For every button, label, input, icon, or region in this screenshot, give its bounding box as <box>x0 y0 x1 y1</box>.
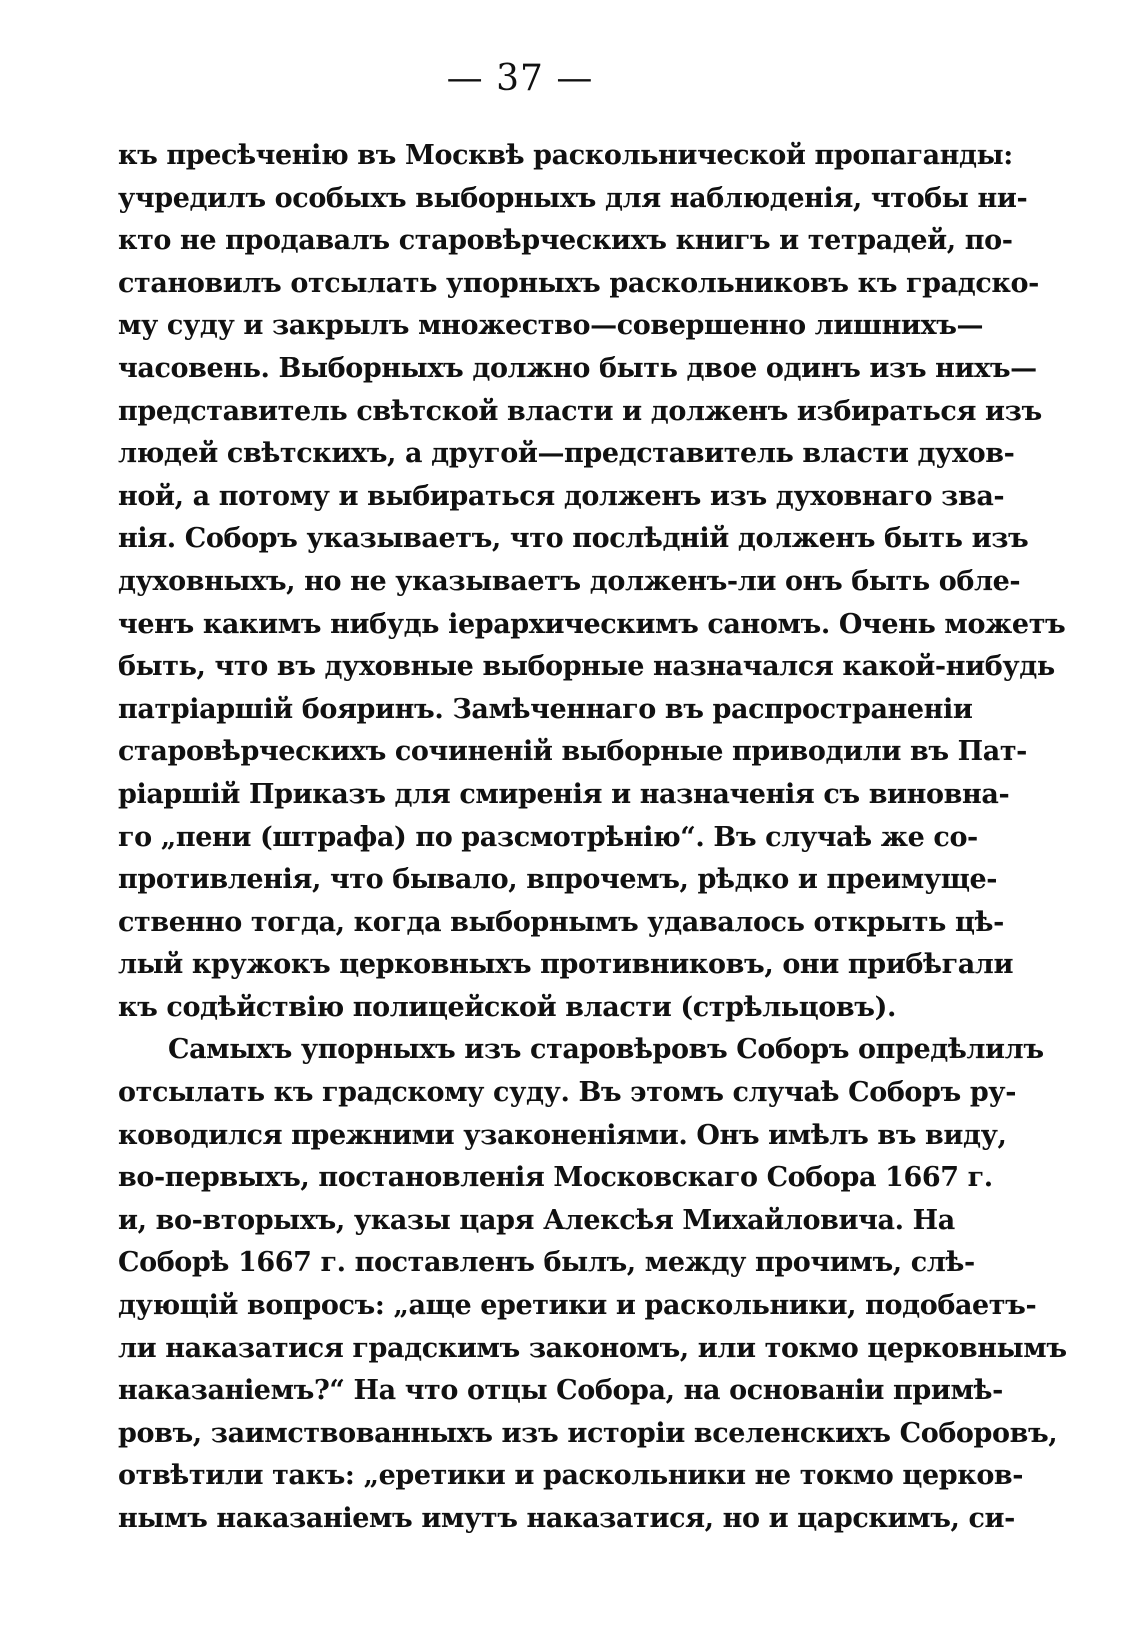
text-line: Соборѣ 1667 г. поставленъ былъ, между прочимъ, слѣ- <box>118 1247 975 1279</box>
page-text <box>118 135 1067 1541</box>
text-line: патріаршій бояринъ. Замѣченнаго въ распространеніи <box>118 693 973 725</box>
text-line: го „пени (штрафа) по разсмотрѣнію“. Въ случаѣ же со- <box>118 821 978 853</box>
text-line: къ пресѣченію въ Москвѣ раскольнической пропаганды: <box>118 140 1013 171</box>
page-number: — 37 — <box>446 58 594 99</box>
text-line: духовныхъ, но не указываетъ долженъ-ли онъ быть обле- <box>118 565 1021 597</box>
text-line: учредилъ особыхъ выборныхъ для наблюденія, чтобы ни- <box>118 182 1028 214</box>
text-line: нія. Соборъ указываетъ, что послѣдній долженъ быть изъ <box>118 523 1029 555</box>
text-line: быть, что въ духовные выборные назначался какой-нибудь <box>118 651 1055 683</box>
text-line: кто не продавалъ старовѣрческихъ книгъ и тетрадей, по- <box>118 225 1013 257</box>
paragraph <box>118 1029 1067 1540</box>
text-line: отвѣтили такъ: „еретики и раскольники не токмо церков- <box>118 1460 1024 1492</box>
text-line: къ содѣйствію полицейской власти (стрѣльцовъ). <box>118 991 896 1023</box>
text-line: ководился прежними узаконеніями. Онъ имѣлъ въ виду, <box>118 1119 1007 1151</box>
text-line: му суду и закрылъ множество—совершенно лишнихъ— <box>118 310 984 342</box>
text-line: дующій вопросъ: „аще еретики и раскольники, подобаетъ- <box>118 1290 1037 1322</box>
text-line: становилъ отсылать упорныхъ раскольниковъ къ градско- <box>118 267 1039 299</box>
text-line: ченъ какимъ нибудь іерархическимъ саномъ. Очень можетъ <box>118 608 1066 640</box>
text-line: людей свѣтскихъ, а другой—представитель власти духов- <box>118 438 1015 470</box>
text-line: ровъ, заимствованныхъ изъ исторіи вселенскихъ Соборовъ, <box>118 1417 1058 1449</box>
text-line: представитель свѣтской власти и долженъ избираться изъ <box>118 395 1042 427</box>
text-line: ли наказатися градскимъ закономъ, или токмо церковнымъ <box>118 1332 1067 1364</box>
text-line: часовень. Выборныхъ должно быть двое одинъ изъ нихъ— <box>118 352 1037 384</box>
paragraph <box>118 135 1066 1029</box>
text-line: противленія, что бывало, впрочемъ, рѣдко и преимуще- <box>118 864 998 896</box>
text-line: нымъ наказаніемъ имутъ наказатися, но и царскимъ, си- <box>118 1503 1015 1534</box>
text-line: старовѣрческихъ сочиненій выборные приводили въ Пат- <box>118 736 1027 768</box>
text-line: наказаніемъ?“ На что отцы Собора, на основаніи примѣ- <box>118 1375 1003 1407</box>
text-line: Самыхъ упорныхъ изъ старовѣровъ Соборъ опредѣлилъ <box>168 1034 1044 1066</box>
text-line: отсылать къ градскому суду. Въ этомъ случаѣ Соборъ ру- <box>118 1077 1016 1109</box>
text-line: и, во-вторыхъ, указы царя Алексѣя Михайловича. На <box>118 1204 955 1236</box>
text-line: ной, а потому и выбираться долженъ изъ духовнаго зва- <box>118 480 1005 512</box>
text-line: ственно тогда, когда выборнымъ удавалось открыть цѣ- <box>118 906 1004 938</box>
text-line: лый кружокъ церковныхъ противниковъ, они прибѣгали <box>118 949 1014 981</box>
text-line: ріаршій Приказъ для смиренія и назначенія съ виновна- <box>118 778 1010 810</box>
text-line: во-первыхъ, постановленія Московскаго Собора 1667 г. <box>118 1162 993 1194</box>
